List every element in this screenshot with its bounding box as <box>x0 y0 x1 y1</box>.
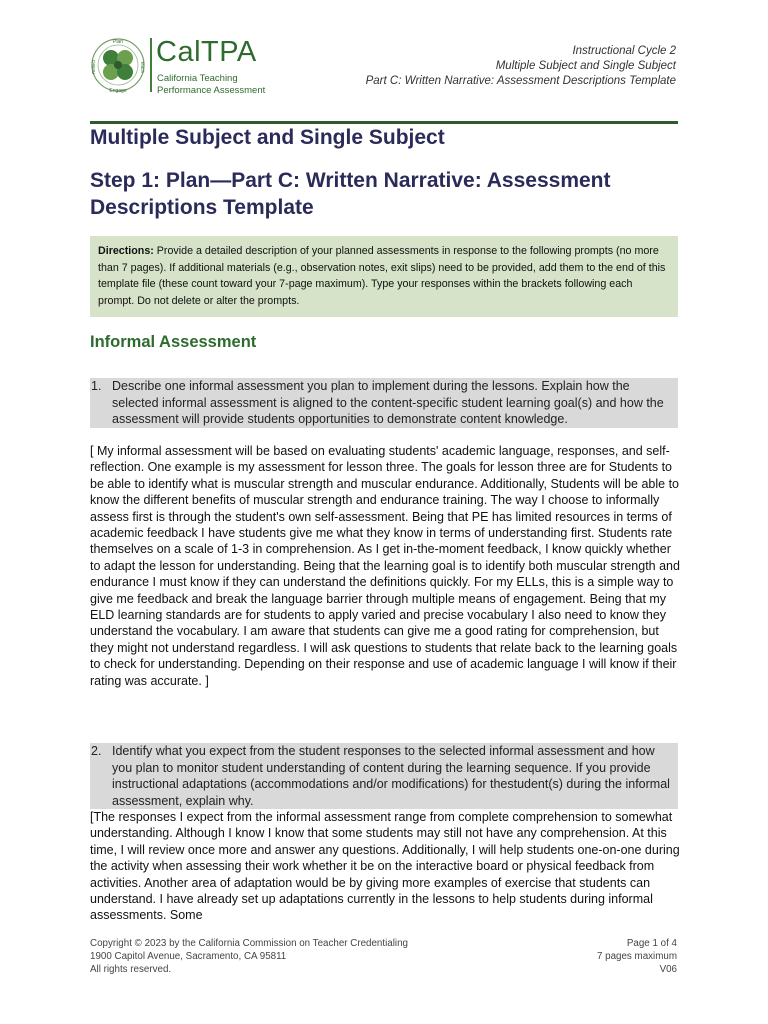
directions-box <box>90 236 678 317</box>
logo-divider <box>150 38 152 92</box>
directions-text: Provide a detailed description of your planned assessments in response to the following prompts (no more than 7 pages). If additional materials (e.g., observation notes, exit slips) need to be provided, add them to the end of this template file (these count toward your 7-page maximum). Type your responses within the brackets following each prompt. Do not delete or alter the prompts. <box>98 245 666 307</box>
response-2[interactable]: [The responses I expect from the informal assessment range from complete comprehension to somewhat understanding. Although I know I know that some students may still not have any comprehension. At this time, I will review once more and answer any questions. Additionally, I will help students one-on-one during the activity when assessing their work whether it be on the interactive board or physical feedback from activities. Another area of adaptation would be by giving more examples of exercise that students can understand. I have already set up adaptations currently in the lessons to help students during informal assessments. Some <box>90 810 680 923</box>
footer-version: V06 <box>659 964 677 975</box>
footer-left <box>90 937 408 976</box>
running-header-part: Part C: Written Narrative: Assessment Descriptions Template <box>365 75 676 87</box>
directions-label: Directions: <box>98 245 154 257</box>
logo-name: CalTPA <box>156 36 257 68</box>
clover-seal-icon <box>90 34 146 96</box>
response-1[interactable]: [ My informal assessment will be based on evaluating students' academic language, responses, and self-reflection. One example is my assessment for lesson three. The goals for lesson three are for Students to be able to identify what is muscular strength and muscular endurance. Additionally, Students will be able to know the different benefits of muscular strength and endurance training. The way I choose to informally assess first is through the student's own self-assessment. Being that PE has limited resources in terms of academic feedback I have students give me what they know in terms of understanding first. Students rate themselves on a scale of 1-3 in comprehension. As I get in-the-moment feedback, I know quickly whether to adapt the lesson for understanding. Being that the learning goal is to identify both muscular strength and endurance I must know if they can understand the definitions quickly. For my ELLs, this is a simple way to give me feedback and break the language barrier through multiple means of engagement. Being that my ELD learning standards are for students to apply varied and precise vocabulary I also need to know they understand the vocabulary. I am aware that students can give me a good rating for comprehension, but they might not understand regardless. I will ask questions to students that relate back to the learning goals to check for understanding. Depending on their response and use of academic language I will know if their rating was accurate. ] <box>90 444 680 688</box>
footer-address: 1900 Capitol Avenue, Sacramento, CA 95811 <box>90 951 287 962</box>
header-rule <box>90 121 678 124</box>
footer-rights: All rights reserved. <box>90 964 172 975</box>
page-subtitle: Step 1: Plan—Part C: Written Narrative: Assessment Descriptions Template <box>90 169 611 219</box>
running-header <box>366 44 676 89</box>
logo-subtitle-line1: California Teaching <box>157 73 238 84</box>
running-header-subject: Multiple Subject and Single Subject <box>495 60 676 72</box>
footer-right <box>597 937 677 976</box>
svg-text:Teach: Teach <box>140 60 145 74</box>
prompt-1 <box>90 378 678 428</box>
page-title: Multiple Subject and Single Subject <box>90 126 445 149</box>
footer-copyright: Copyright © 2023 by the California Commission on Teacher Credentialing <box>90 938 408 949</box>
footer-max-pages: 7 pages maximum <box>596 951 677 962</box>
svg-text:Plan: Plan <box>112 39 124 45</box>
prompt-text: Describe one informal assessment you plan to implement during the lessons. Explain how the selected informal assessment is aligned to the content-specific student learning goal(s) and how the assessment will provide students opportunities to demonstrate content knowledge. <box>112 379 664 426</box>
running-header-cycle: Instructional Cycle 2 <box>572 45 676 57</box>
prompt-number: 2. <box>91 744 102 758</box>
footer-page-number: Page 1 of 4 <box>626 938 677 949</box>
caltpa-logo <box>90 34 280 96</box>
section-heading: Informal Assessment <box>90 333 257 351</box>
svg-text:Engage: Engage <box>109 88 127 94</box>
logo-subtitle-line2: Performance Assessment <box>157 85 266 96</box>
prompt-2 <box>90 743 678 809</box>
svg-text:Reflect: Reflect <box>91 59 96 75</box>
prompt-number: 1. <box>91 379 102 393</box>
prompt-text: Identify what you expect from the student responses to the selected informal assessment and how you plan to monitor student understanding of content during the learning sequence. If you provide instructional adaptations (accommodations and/or modifications) for thestudent(s) during the informal assessment, explain why. <box>112 744 670 808</box>
